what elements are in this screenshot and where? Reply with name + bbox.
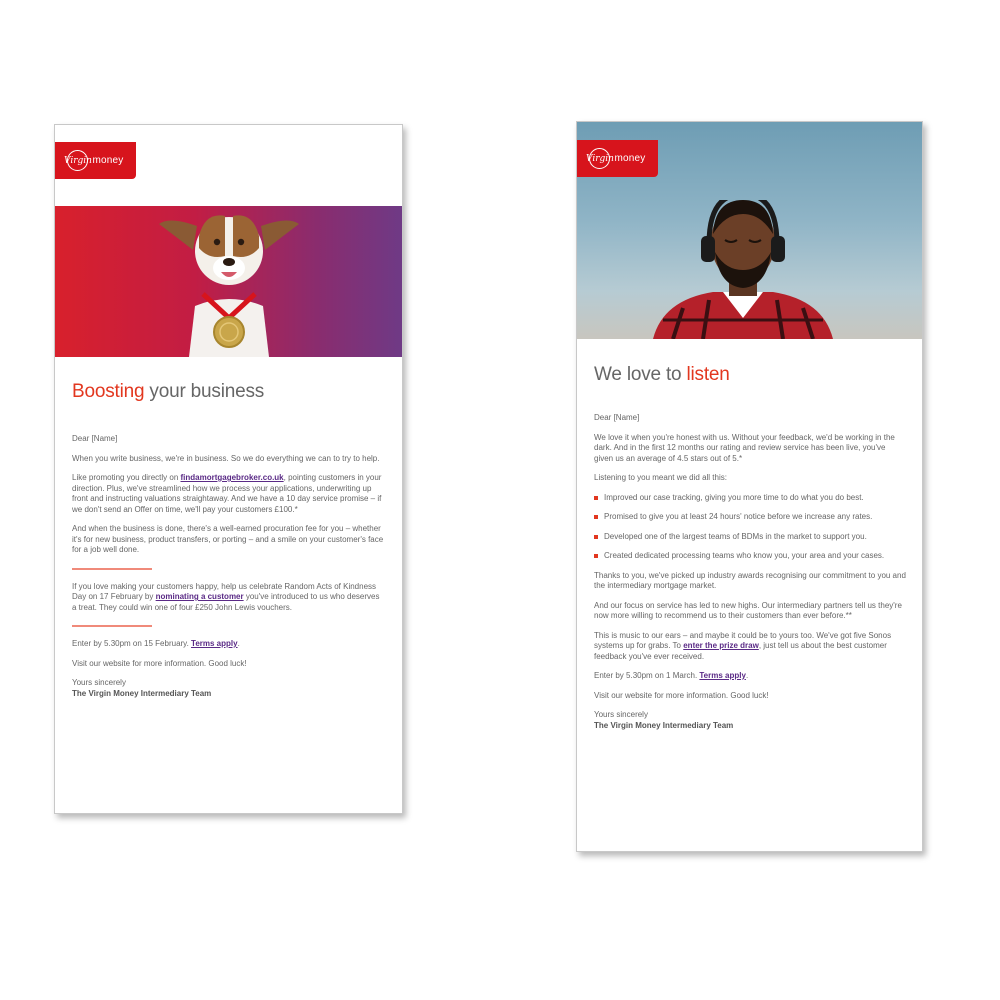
text: . — [745, 671, 749, 680]
paragraph-enter-by — [72, 639, 386, 650]
list-item: Promised to give you at least 24 hours' notice before we increase any rates. — [594, 512, 906, 523]
email-we-love-to-listen — [576, 121, 923, 852]
headline-rest: your business — [144, 381, 265, 402]
text: Enter by 5.30pm on 1 March. — [594, 671, 700, 680]
enter-the-prize-draw-link[interactable]: enter the prize draw — [683, 641, 759, 650]
paragraph-new-highs: And our focus on service has led to new highs. Our intermediary partners tell us they're now more willing to recommend us to their customers than ever before.** — [594, 600, 902, 620]
paragraph-listening: Listening to you meant we did all this: — [594, 473, 727, 482]
headline-rest: We love to — [594, 364, 687, 385]
paragraph-write-business: When you write business, we're in business. So we do everything we can to try to help. — [72, 453, 380, 463]
divider — [72, 568, 152, 570]
virgin-logo-mark: Virgin — [589, 148, 610, 169]
text: If you love making your customers happy, help us celebrate Random Acts of Kindness Day on 17 February by — [72, 581, 377, 601]
greeting: Dear [Name] — [594, 413, 640, 422]
hero-image-dog-with-medal — [55, 206, 403, 357]
signature: The Virgin Money Intermediary Team — [72, 688, 212, 698]
dog-illustration — [159, 206, 299, 357]
improvements-list — [594, 493, 906, 562]
logo-wordmark: money — [614, 153, 646, 164]
paragraph-visit-website: Visit our website for more information. Good luck! — [594, 690, 769, 700]
text: This is music to our ears – and maybe it could be to yours too. We've got five Sonos systems up for grabs. To — [594, 630, 892, 650]
paragraph-enter-by — [594, 671, 906, 682]
list-item: Created dedicated processing teams who know you, your area and your cases. — [594, 551, 906, 562]
divider — [72, 625, 152, 627]
signature: The Virgin Money Intermediary Team — [594, 720, 734, 730]
text: , pointing customers in your direction. Plus, we've streamlined how we process your applications, underwriting up front and instructing valuations straightaway. And we have a 10 day service promise – if we don't send an Offer on time, we'll pay your customers £100.* — [72, 473, 382, 514]
terms-apply-link[interactable]: Terms apply — [699, 671, 746, 680]
nominating-a-customer-link[interactable]: nominating a customer — [155, 592, 244, 601]
text: , just tell us about the best customer feedback you've ever received. — [594, 641, 887, 661]
email-boosting-your-business — [54, 124, 403, 814]
virgin-money-logo[interactable] — [55, 142, 136, 179]
greeting: Dear [Name] — [72, 434, 118, 443]
terms-apply-link[interactable]: Terms apply — [191, 639, 238, 648]
headline — [72, 381, 264, 403]
findamortgagebroker-link[interactable]: findamortgagebroker.co.uk — [180, 473, 284, 482]
headline-accent: listen — [686, 364, 730, 385]
virgin-logo-mark: Virgin — [67, 150, 88, 171]
headline-accent: Boosting — [72, 381, 145, 402]
signoff: Yours sincerely — [72, 678, 126, 687]
paragraph-random-acts — [72, 582, 386, 614]
text: . — [237, 639, 240, 648]
headline — [594, 364, 730, 386]
man-illustration — [643, 200, 843, 339]
list-item: Improved our case tracking, giving you more time to do what you do best. — [594, 493, 906, 504]
signoff: Yours sincerely — [594, 710, 648, 719]
paragraph-promoting — [72, 473, 386, 515]
paragraph-procuration-fee: And when the business is done, there's a well-earned procuration fee for you – whether it's for new business, product transfers, or porting – and a smile on your customer's face for a job well done. — [72, 524, 384, 554]
text: you've introduced to us who deserves a treat. They could win one of four £250 John Lewis vouchers. — [72, 592, 380, 612]
email-body — [594, 413, 906, 731]
text: Like promoting you directly on — [72, 473, 181, 482]
virgin-money-logo[interactable] — [577, 140, 658, 177]
paragraph-prize-draw — [594, 631, 906, 663]
logo-wordmark: money — [92, 155, 124, 166]
paragraph-visit-website: Visit our website for more information. Good luck! — [72, 658, 247, 668]
paragraph-honest-feedback: We love it when you're honest with us. Without your feedback, we'd be working in the dark. And in the first 12 months our rating and review service has been live, you've given us an average of 4.5 stars out of 5.* — [594, 432, 895, 463]
list-item: Developed one of the largest teams of BDMs in the market to support you. — [594, 532, 906, 543]
email-body — [72, 434, 386, 699]
text: Enter by 5.30pm on 15 February. — [72, 639, 192, 648]
paragraph-industry-awards: Thanks to you, we've picked up industry awards recognising our commitment to you and the intermediary mortgage market. — [594, 570, 906, 590]
